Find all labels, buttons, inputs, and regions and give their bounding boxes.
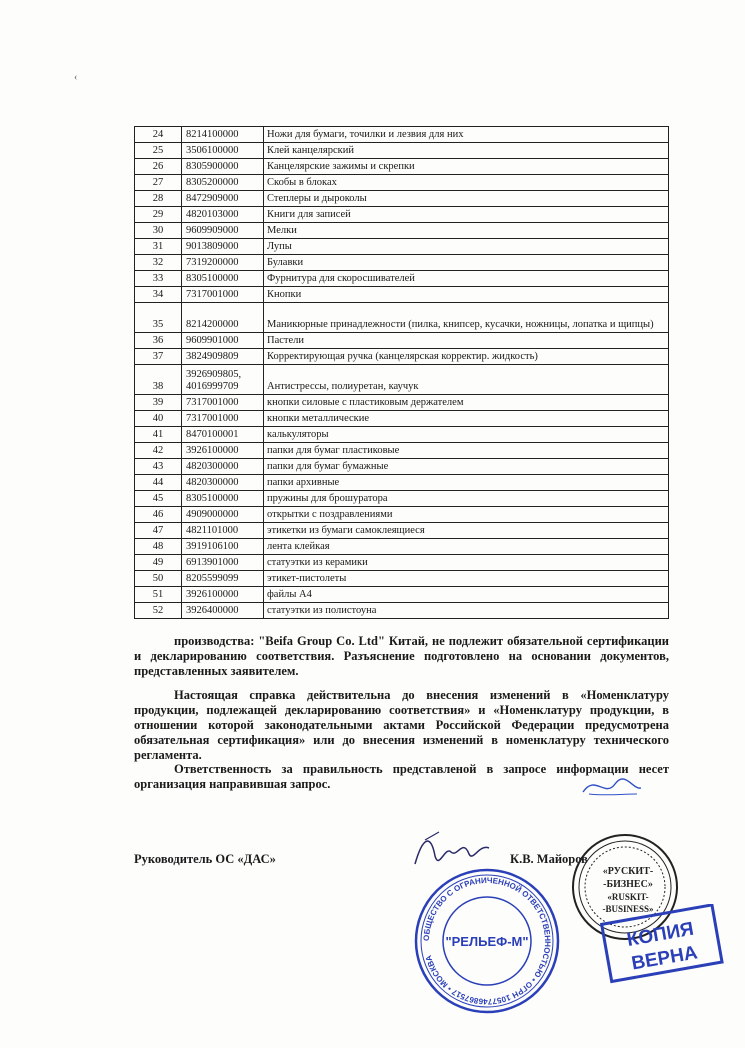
row-code bbox=[182, 603, 264, 619]
row-name: Корректирующая ручка (канцелярская корректир. жидкость) bbox=[264, 349, 669, 365]
row-name: Мелки bbox=[264, 223, 669, 239]
row-name: Степлеры и дыроколы bbox=[264, 191, 669, 207]
row-name: кнопки металлические bbox=[264, 411, 669, 427]
ruskit-seal-line-4: -BUSINESS» bbox=[602, 904, 654, 914]
row-code bbox=[182, 223, 264, 239]
row-code-line: 4820300000 bbox=[186, 477, 239, 488]
table-row bbox=[135, 303, 669, 333]
row-code-line: 8470100001 bbox=[186, 429, 239, 440]
row-code-line: 3919106100 bbox=[186, 541, 239, 552]
row-number: 30 bbox=[135, 223, 182, 239]
table-row bbox=[135, 555, 669, 571]
row-code bbox=[182, 143, 264, 159]
stray-mark: ‹ bbox=[74, 72, 78, 83]
row-name: калькуляторы bbox=[264, 427, 669, 443]
row-code-line: 4820300000 bbox=[186, 461, 239, 472]
row-code-line: 3824909809 bbox=[186, 351, 239, 362]
table-row bbox=[135, 523, 669, 539]
row-code bbox=[182, 207, 264, 223]
row-code bbox=[182, 523, 264, 539]
row-number: 49 bbox=[135, 555, 182, 571]
row-number: 46 bbox=[135, 507, 182, 523]
row-number: 47 bbox=[135, 523, 182, 539]
row-name: Антистрессы, полиуретан, каучук bbox=[264, 365, 669, 395]
row-code-line: 7317001000 bbox=[186, 413, 239, 424]
relief-m-seal-ring-text: ОБЩЕСТВО С ОГРАНИЧЕННОЙ ОТВЕТСТВЕННОСТЬЮ • ОГРН 1057746867517 • МОСКВА bbox=[421, 875, 553, 1007]
row-name: Фурнитура для скоросшивателей bbox=[264, 271, 669, 287]
row-number: 32 bbox=[135, 255, 182, 271]
ruskit-seal-line-2: -БИЗНЕС» bbox=[603, 879, 653, 890]
row-code bbox=[182, 287, 264, 303]
table-row bbox=[135, 395, 669, 411]
row-number: 25 bbox=[135, 143, 182, 159]
row-code bbox=[182, 333, 264, 349]
row-code-line: 3926909805, bbox=[186, 369, 242, 380]
row-name: Булавки bbox=[264, 255, 669, 271]
copy-stamp-line-2: ВЕРНА bbox=[629, 942, 700, 975]
table-row bbox=[135, 459, 669, 475]
ruskit-seal-line-1: «РУСКИТ- bbox=[602, 866, 654, 877]
copy-verified-stamp bbox=[598, 904, 728, 984]
row-number: 45 bbox=[135, 491, 182, 507]
row-name: открытки с поздравлениями bbox=[264, 507, 669, 523]
row-name: Книги для записей bbox=[264, 207, 669, 223]
row-code bbox=[182, 365, 264, 395]
table-row bbox=[135, 175, 669, 191]
row-name: Канцелярские зажимы и скрепки bbox=[264, 159, 669, 175]
row-code-line: 8205599099 bbox=[186, 573, 239, 584]
table-row bbox=[135, 191, 669, 207]
row-number: 28 bbox=[135, 191, 182, 207]
row-code-line: 3926100000 bbox=[186, 445, 239, 456]
table-row bbox=[135, 491, 669, 507]
row-code bbox=[182, 127, 264, 143]
paragraph-responsibility: Ответственность за правильность представленой в запросе информации несет организация направившая запрос. bbox=[134, 762, 669, 791]
ruskit-seal-line-3: «RUSKIT- bbox=[607, 892, 649, 902]
row-name: папки для бумаг бумажные bbox=[264, 459, 669, 475]
row-number: 27 bbox=[135, 175, 182, 191]
row-code-line: 8305900000 bbox=[186, 161, 239, 172]
row-number: 35 bbox=[135, 303, 182, 333]
table-row bbox=[135, 365, 669, 395]
row-code bbox=[182, 175, 264, 191]
table-row bbox=[135, 587, 669, 603]
row-code-line: 7317001000 bbox=[186, 397, 239, 408]
row-code-line: 3926400000 bbox=[186, 605, 239, 616]
row-code-line: 8305100000 bbox=[186, 273, 239, 284]
table-row bbox=[135, 539, 669, 555]
row-number: 43 bbox=[135, 459, 182, 475]
row-code bbox=[182, 255, 264, 271]
row-number: 26 bbox=[135, 159, 182, 175]
row-code bbox=[182, 411, 264, 427]
signature-position: Руководитель ОС «ДАС» bbox=[134, 852, 276, 866]
row-number: 29 bbox=[135, 207, 182, 223]
row-name: Лупы bbox=[264, 239, 669, 255]
row-code bbox=[182, 159, 264, 175]
row-code-line: 9609901000 bbox=[186, 335, 239, 346]
row-number: 42 bbox=[135, 443, 182, 459]
paragraph-conclusion: производства: "Beifa Group Co. Ltd" Китай, не подлежит обязательной сертификации и декларированию соответствия. Разъяснение подготовлено на основании документов, представленных заявителем. bbox=[134, 634, 669, 678]
row-name: папки архивные bbox=[264, 475, 669, 491]
table-row bbox=[135, 427, 669, 443]
table-row bbox=[135, 223, 669, 239]
table-row bbox=[135, 255, 669, 271]
relief-m-seal bbox=[412, 866, 562, 1016]
row-number: 51 bbox=[135, 587, 182, 603]
row-code bbox=[182, 271, 264, 287]
row-code-line: 8305100000 bbox=[186, 493, 239, 504]
table-row bbox=[135, 603, 669, 619]
row-number: 34 bbox=[135, 287, 182, 303]
row-name: Пастели bbox=[264, 333, 669, 349]
row-number: 41 bbox=[135, 427, 182, 443]
row-number: 40 bbox=[135, 411, 182, 427]
row-number: 31 bbox=[135, 239, 182, 255]
table-row bbox=[135, 239, 669, 255]
table-row bbox=[135, 207, 669, 223]
table-row bbox=[135, 349, 669, 365]
row-number: 33 bbox=[135, 271, 182, 287]
row-code bbox=[182, 587, 264, 603]
row-number: 44 bbox=[135, 475, 182, 491]
row-name: лента клейкая bbox=[264, 539, 669, 555]
table-row bbox=[135, 143, 669, 159]
row-code-line: 4820103000 bbox=[186, 209, 239, 220]
initial-signature bbox=[575, 770, 645, 800]
row-name: пружины для брошуратора bbox=[264, 491, 669, 507]
row-code-line: 8214100000 bbox=[186, 129, 239, 140]
row-code-line: 6913901000 bbox=[186, 557, 239, 568]
table-row bbox=[135, 159, 669, 175]
row-code bbox=[182, 571, 264, 587]
row-code bbox=[182, 507, 264, 523]
row-code bbox=[182, 555, 264, 571]
row-code bbox=[182, 427, 264, 443]
row-number: 39 bbox=[135, 395, 182, 411]
row-number: 24 bbox=[135, 127, 182, 143]
row-name: статуэтки из полистоуна bbox=[264, 603, 669, 619]
row-code bbox=[182, 459, 264, 475]
row-code bbox=[182, 349, 264, 365]
row-code-line: 8472909000 bbox=[186, 193, 239, 204]
codes-table bbox=[134, 126, 669, 619]
table-row bbox=[135, 411, 669, 427]
row-code bbox=[182, 191, 264, 207]
table-row bbox=[135, 443, 669, 459]
table-row bbox=[135, 571, 669, 587]
row-number: 37 bbox=[135, 349, 182, 365]
paragraph-validity: Настоящая справка действительна до внесения изменений в «Номенклатуру продукции, подлежащей декларированию соответствия» и «Номенклатуру продукции, в отношении которой законодательными актами Российской Федерации предусмотрена обязательная сертификация» или до внесения изменений в номенклатуру технического регламента. bbox=[134, 688, 669, 762]
row-code-line: 9609909000 bbox=[186, 225, 239, 236]
table-row bbox=[135, 507, 669, 523]
row-code-line: 7319200000 bbox=[186, 257, 239, 268]
row-name: Ножи для бумаги, точилки и лезвия для них bbox=[264, 127, 669, 143]
row-number: 36 bbox=[135, 333, 182, 349]
table-row bbox=[135, 475, 669, 491]
row-name: Клей канцелярский bbox=[264, 143, 669, 159]
row-code-line: 4016999709 bbox=[186, 381, 239, 392]
table-row bbox=[135, 127, 669, 143]
row-name: папки для бумаг пластиковые bbox=[264, 443, 669, 459]
row-code-line: 3926100000 bbox=[186, 589, 239, 600]
copy-stamp-line-1: КОПИЯ bbox=[625, 918, 696, 952]
row-code-line: 4909000000 bbox=[186, 509, 239, 520]
relief-m-seal-center-text: "РЕЛЬЕФ-М" bbox=[445, 934, 529, 949]
signature-name: К.В. Майоров bbox=[510, 852, 588, 866]
row-code-line: 8305200000 bbox=[186, 177, 239, 188]
row-name: этикетки из бумаги самоклеящиеся bbox=[264, 523, 669, 539]
row-code-line: 8214200000 bbox=[186, 319, 239, 330]
row-code bbox=[182, 239, 264, 255]
row-code-line: 7317001000 bbox=[186, 289, 239, 300]
row-number: 50 bbox=[135, 571, 182, 587]
row-code-line: 4821101000 bbox=[186, 525, 239, 536]
row-name: Скобы в блоках bbox=[264, 175, 669, 191]
row-name: файлы А4 bbox=[264, 587, 669, 603]
row-number: 38 bbox=[135, 365, 182, 395]
row-name: этикет-пистолеты bbox=[264, 571, 669, 587]
row-code bbox=[182, 395, 264, 411]
row-number: 52 bbox=[135, 603, 182, 619]
table-row bbox=[135, 287, 669, 303]
row-code bbox=[182, 539, 264, 555]
row-code-line: 9013809000 bbox=[186, 241, 239, 252]
codes-table-body bbox=[135, 127, 669, 619]
table-row bbox=[135, 271, 669, 287]
row-name: кнопки силовые с пластиковым держателем bbox=[264, 395, 669, 411]
row-name: статуэтки из керамики bbox=[264, 555, 669, 571]
row-code-line: 3506100000 bbox=[186, 145, 239, 156]
table-row bbox=[135, 333, 669, 349]
row-code bbox=[182, 491, 264, 507]
row-name: Маникюрные принадлежности (пилка, книпсер, кусачки, ножницы, лопатка и щипцы) bbox=[264, 303, 669, 333]
row-code bbox=[182, 475, 264, 491]
row-name: Кнопки bbox=[264, 287, 669, 303]
row-code bbox=[182, 303, 264, 333]
row-code bbox=[182, 443, 264, 459]
row-number: 48 bbox=[135, 539, 182, 555]
